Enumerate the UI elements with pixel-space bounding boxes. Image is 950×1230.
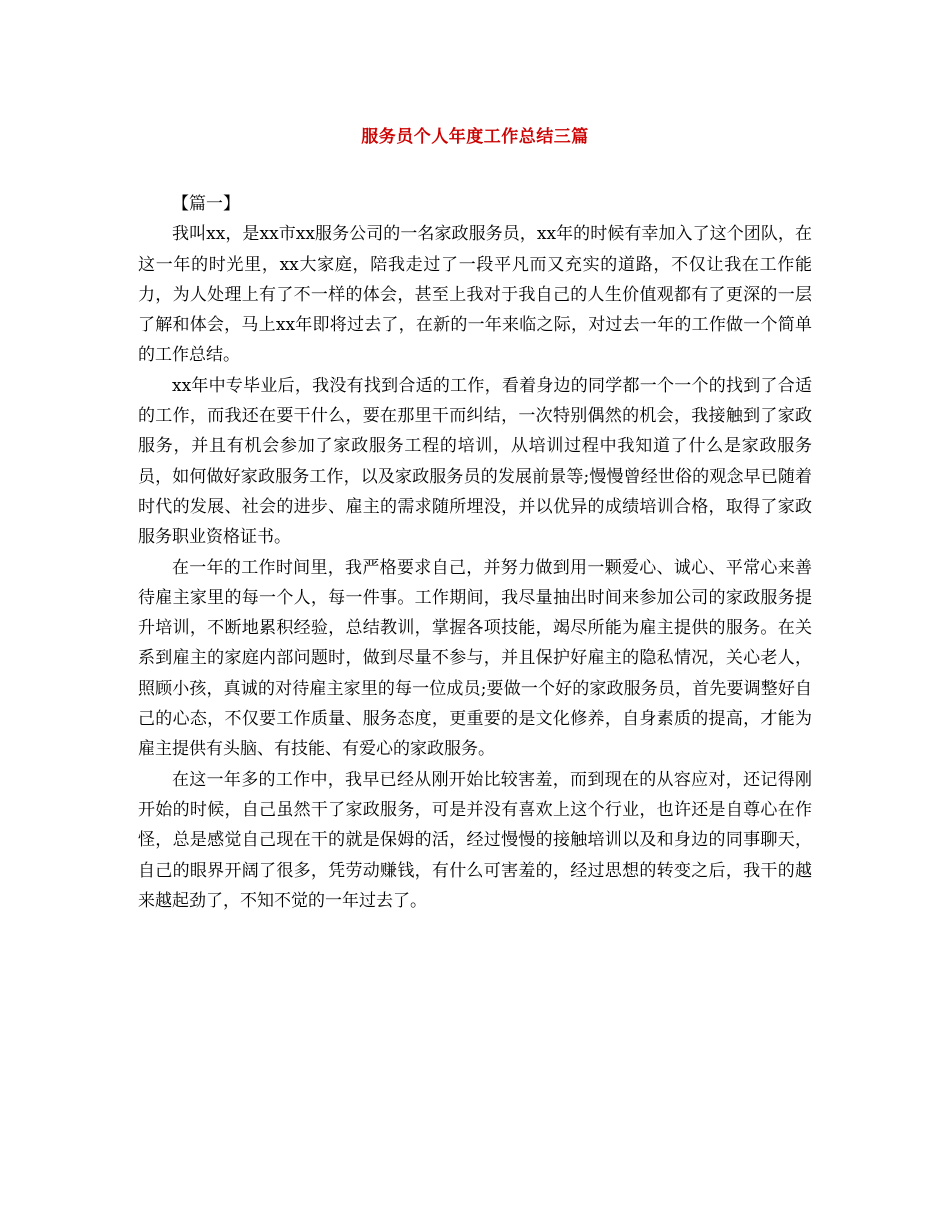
paragraph-4: 在这一年多的工作中，我早已经从刚开始比较害羞，而到现在的从容应对，还记得刚开始的时候，自己虽然干了家政服务，可是并没有喜欢上这个行业，也许还是自尊心在作怪，总是感觉自己现在干的就是保姆的活，经过慢慢的接触培训以及和身边的同事聊天，自己的眼界开阔了很多，凭劳动赚钱，有什么可害羞的，经过思想的转变之后，我干的越来越起劲了，不知不觉的一年过去了。 [138, 769, 812, 911]
paragraph-3: 在一年的工作时间里，我严格要求自己，并努力做到用一颗爱心、诚心、平常心来善待雇主家里的每一个人，每一件事。工作期间，我尽量抽出时间来参加公司的家政服务提升培训，不断地累积经验，总结教训，掌握各项技能，竭尽所能为雇主提供的服务。在关系到雇主的家庭内部问题时，做到尽量不参与，并且保护好雇主的隐私情况，关心老人，照顾小孩，真诚的对待雇主家里的每一位成员;要做一个好的家政服务员，首先要调整好自己的心态，不仅要工作质量、服务态度，更重要的是文化修养，自身素质的提高，才能为雇主提供有头脑、有技能、有爱心的家政服务。 [138, 557, 812, 760]
document-body [138, 189, 812, 916]
section-heading: 【篇一】 [172, 194, 240, 214]
paragraph-2: xx年中专毕业后，我没有找到合适的工作，看着身边的同学都一个一个的找到了合适的工作，而我还在要干什么，要在那里干而纠结，一次特别偶然的机会，我接触到了家政服务，并且有机会参加了家政服务工程的培训，从培训过程中我知道了什么是家政服务员，如何做好家政服务工作，以及家政服务员的发展前景等;慢慢曾经世俗的观念早已随着时代的发展、社会的进步、雇主的需求随所埋没，并以优异的成绩培训合格，取得了家政服务职业资格证书。 [138, 375, 812, 548]
document-title: 服务员个人年度工作总结三篇 [361, 127, 589, 147]
paragraph-1: 我叫xx，是xx市xx服务公司的一名家政服务员，xx年的时候有幸加入了这个团队，在这一年的时光里，xx大家庭，陪我走过了一段平凡而又充实的道路，不仅让我在工作能力，为人处理上有了不一样的体会，甚至上我对于我自己的人生价值观都有了更深的一层了解和体会，马上xx年即将过去了，在新的一年来临之际，对过去一年的工作做一个简单的工作总结。 [138, 224, 812, 366]
